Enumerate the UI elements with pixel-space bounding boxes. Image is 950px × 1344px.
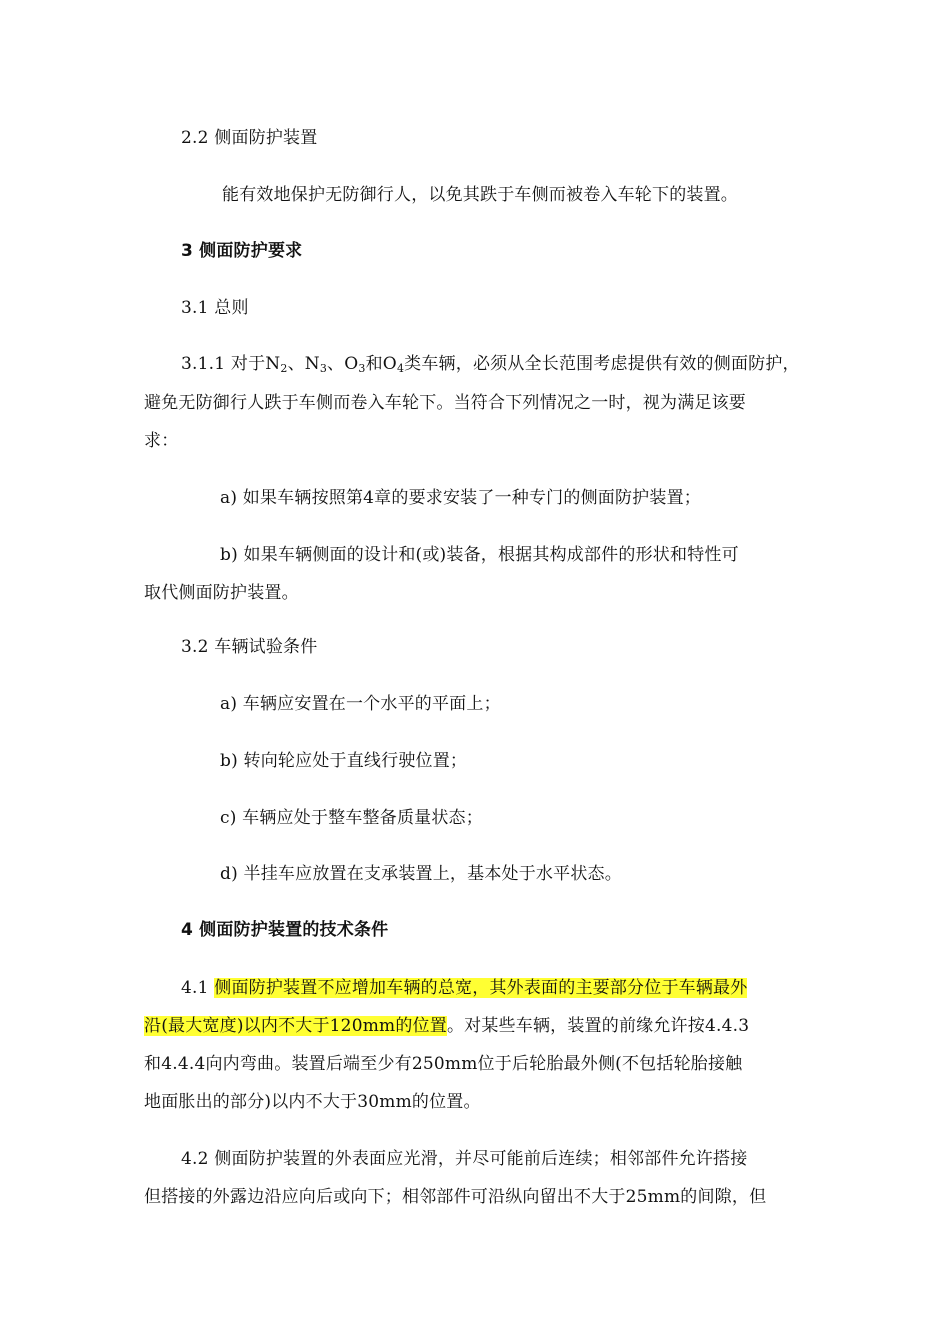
list-item-b-line-2: 取代侧面防护装置。 [144,583,299,603]
section-3-1-heading [181,296,249,320]
subscript: 3 [358,362,366,375]
paragraph-4-1-line-3: 和4.4.4向内弯曲。装置后端至少有250mm位于后轮胎最外侧(不包括轮胎接触 [144,1054,743,1074]
subscript: 2 [280,362,288,375]
paragraph-4-2-line-1 [181,1147,747,1171]
paragraph-3-1-1-line-2: 避免无防御行人跌于车侧而卷入车轮下。当符合下列情况之一时，视为满足该要 [144,393,746,413]
condition-a: a) 车辆应安置在一个水平的平面上； [220,694,501,714]
paragraph-4-2-line-2: 但搭接的外露边沿应向后或向下；相邻部件可沿纵向留出不大于25mm的间隙，但 [144,1187,767,1207]
paragraph-4-1-line-4: 地面胀出的部分)以内不大于30mm的位置。 [144,1092,481,1112]
text-fragment: 和O [365,354,397,374]
section-2-2-heading [181,126,317,150]
paragraph-definition: 能有效地保护无防御行人，以免其跌于车侧而被卷入车轮下的装置。 [222,185,738,205]
text-fragment: 、N [287,354,320,374]
condition-d: d) 半挂车应放置在支承装置上，基本处于水平状态。 [220,864,622,884]
section-number: 4.2 [181,1149,209,1169]
highlighted-text: 沿(最大宽度)以内不大于120mm的位置 [144,1016,447,1036]
text-fragment: 。对某些车辆，装置的前缘允许按4.4.3 [446,1016,750,1036]
section-4-heading: 4 侧面防护装置的技术条件 [181,920,389,940]
section-number: 3.1 [181,298,209,318]
section-3-2-heading [181,635,317,659]
section-number: 3.2 [181,637,209,657]
list-item-b-line-1: b) 如果车辆侧面的设计和(或)装备，根据其构成部件的形状和特性可 [220,545,739,565]
paragraph-4-1-line-1 [181,976,747,1000]
list-item-a: a) 如果车辆按照第4章的要求安装了一种专门的侧面防护装置； [220,488,701,508]
text-fragment: 侧面防护装置的外表面应光滑，并尽可能前后连续；相邻部件允许搭接 [214,1149,748,1169]
text-fragment: 类车辆，必须从全长范围考虑提供有效的侧面防护， [404,354,800,374]
section-title: 侧面防护装置 [214,128,318,148]
condition-b: b) 转向轮应处于直线行驶位置； [220,751,468,771]
subscript: 3 [319,362,328,375]
paragraph-4-1-line-2 [144,1014,749,1038]
section-number: 4.1 [181,978,209,998]
paragraph-3-1-1-line-3: 求： [144,431,179,451]
section-number: 2.2 [181,128,209,148]
text-fragment: 对于N [230,354,281,374]
text-fragment: 、O [327,354,359,374]
section-3-heading: 3 侧面防护要求 [181,241,303,261]
section-title: 车辆试验条件 [214,637,318,657]
section-number: 3.1.1 [181,354,226,374]
section-title: 总则 [214,298,249,318]
highlighted-text: 侧面防护装置不应增加车辆的总宽，其外表面的主要部分位于车辆最外 [214,978,748,998]
subscript: 4 [396,362,405,375]
paragraph-3-1-1-line-1 [181,352,800,381]
condition-c: c) 车辆应处于整车整备质量状态； [220,808,483,828]
